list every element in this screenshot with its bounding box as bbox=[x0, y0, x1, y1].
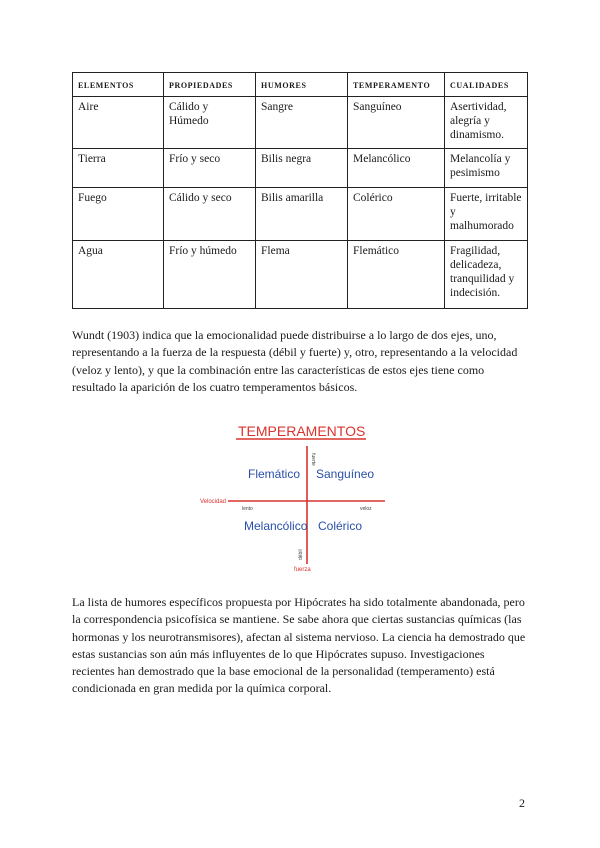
table-row bbox=[73, 149, 528, 188]
page-number: 2 bbox=[519, 796, 525, 810]
cell-propiedades: Frío y húmedo bbox=[164, 241, 256, 309]
cell-propiedades: Cálido y Húmedo bbox=[164, 97, 256, 149]
cell-temperamento: Flemático bbox=[348, 241, 445, 309]
cell-temperamento: Colérico bbox=[348, 188, 445, 241]
paragraph-wundt: Wundt (1903) indica que la emocionalidad puede distribuirse a lo largo de dos ejes, uno, representando a la fuerza de la respuesta (débil y fuerte) y, otro, representando a la velocidad (veloz y lento), y que la combinación entre las características de estos ejes tiene como resultado la aparición de los cuatro temperamentos básicos. bbox=[72, 328, 518, 394]
temperaments-table bbox=[72, 72, 528, 309]
header-cualidades: CUALIDADES bbox=[445, 73, 528, 97]
quadrant-colerico: Colérico bbox=[318, 519, 363, 533]
axis-end-debil: débil bbox=[298, 549, 304, 560]
header-humores: HUMORES bbox=[256, 73, 348, 97]
axis-end-fuerte: fuerte bbox=[310, 453, 316, 466]
cell-cualidades: Melancolía y pesimismo bbox=[445, 149, 528, 188]
cell-cualidades: Fuerte, irritable y malhumorado bbox=[445, 188, 528, 241]
axis-end-lento: lento bbox=[242, 506, 253, 512]
temperaments-diagram bbox=[198, 420, 398, 576]
cell-temperamento: Sanguíneo bbox=[348, 97, 445, 149]
header-propiedades: PROPIEDADES bbox=[164, 73, 256, 97]
cell-cualidades: Fragilidad, delicadeza, tranquilidad y indecisión. bbox=[445, 241, 528, 309]
header-temperamento: TEMPERAMENTO bbox=[348, 73, 445, 97]
diagram-title: TEMPERAMENTOS bbox=[238, 423, 366, 439]
cell-temperamento: Melancólico bbox=[348, 149, 445, 188]
axis-end-veloz: veloz bbox=[360, 506, 372, 512]
quadrant-sanguineo: Sanguíneo bbox=[316, 467, 375, 481]
cell-cualidades: Asertividad, alegría y dinamismo. bbox=[445, 97, 528, 149]
table-row bbox=[73, 97, 528, 149]
table-row bbox=[73, 241, 528, 309]
axis-label-velocidad: Velocidad bbox=[200, 499, 227, 505]
header-elementos: ELEMENTOS bbox=[73, 73, 164, 97]
cell-propiedades: Cálido y seco bbox=[164, 188, 256, 241]
cell-humor: Bilis negra bbox=[256, 149, 348, 188]
cell-elemento: Fuego bbox=[73, 188, 164, 241]
cell-humor: Bilis amarilla bbox=[256, 188, 348, 241]
axis-label-fuerza: fuerza bbox=[294, 567, 311, 573]
cell-elemento: Aire bbox=[73, 97, 164, 149]
quadrant-flematico: Flemático bbox=[248, 467, 301, 481]
cell-elemento: Agua bbox=[73, 241, 164, 309]
cell-humor: Sangre bbox=[256, 97, 348, 149]
cell-propiedades: Frío y seco bbox=[164, 149, 256, 188]
table-header-row bbox=[73, 73, 528, 97]
cell-humor: Flema bbox=[256, 241, 348, 309]
table-row bbox=[73, 188, 528, 241]
cell-elemento: Tierra bbox=[73, 149, 164, 188]
paragraph-hipocrates: La lista de humores específicos propuesta por Hipócrates ha sido totalmente abandonada, pero la correspondencia psicofísica se mantiene. Se sabe ahora que ciertas sustancias químicas (las hormonas y los neurotransmisores), afectan al sistema nervioso. La ciencia ha demostrado que estas sustancias son aún más influyentes de lo que Hipócrates supuso. Investigaciones recientes han demostrado que la base emocional de la personalidad (temperamento) está condicionada en gran medida por la química corporal. bbox=[72, 595, 526, 696]
quadrant-melancolico: Melancólico bbox=[244, 519, 308, 533]
